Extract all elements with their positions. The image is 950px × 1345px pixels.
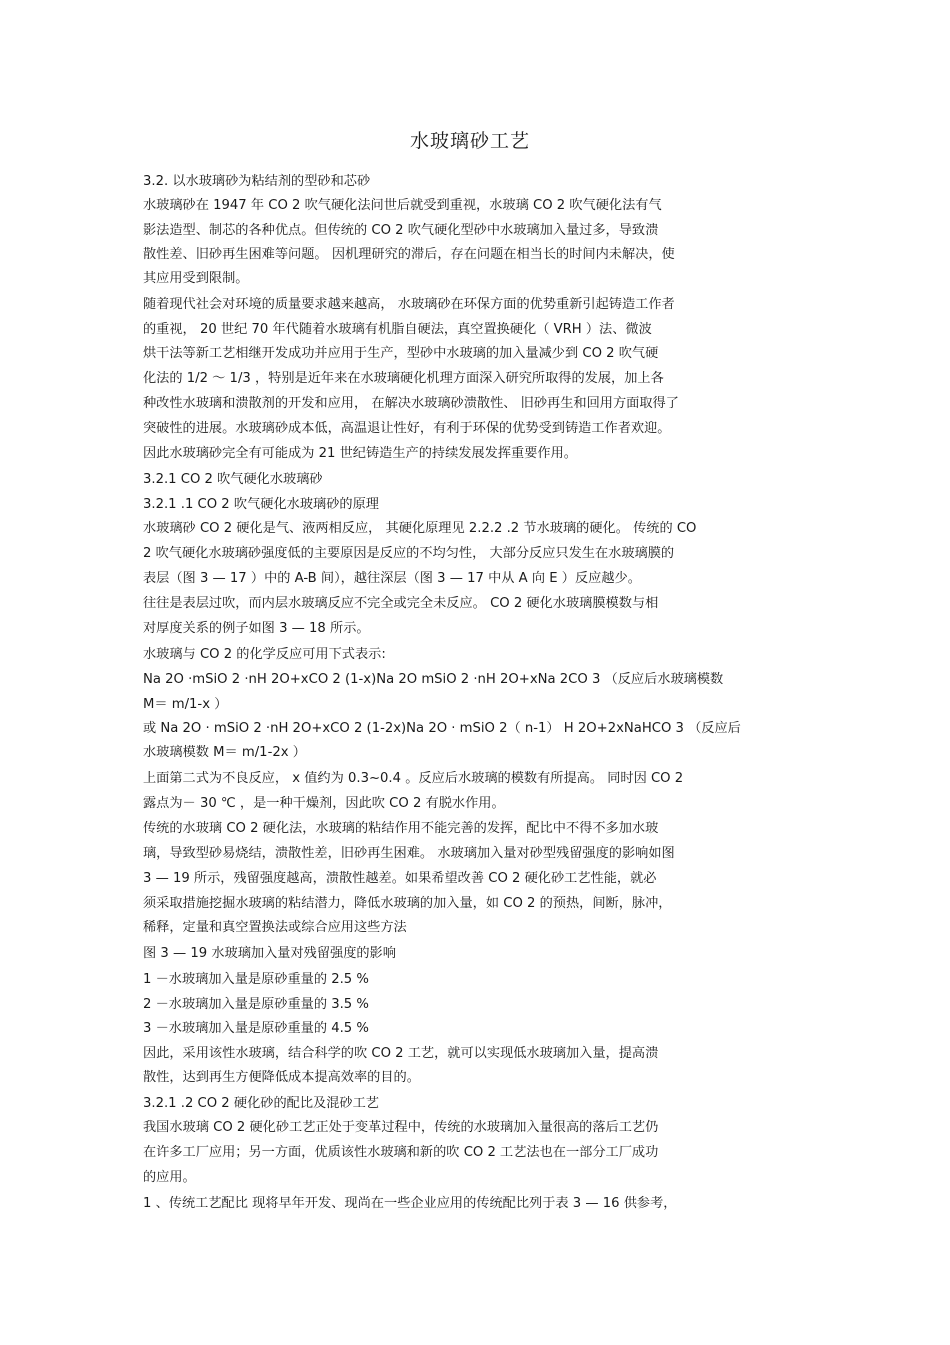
text-line: Na 2O ·mSiO 2 ·nH 2O+xCO 2 (1-x)Na 2O mSiO 2 ·nH 2O+xNa 2CO 3 （反应后水玻璃模数 <box>143 672 724 687</box>
text-line: 3.2. 以水玻璃砂为粘结剂的型砂和芯砂 <box>143 174 371 189</box>
text-line: 往往是表层过吹，而内层水玻璃反应不完全或完全未反应。 CO 2 硬化水玻璃膜模数与相 <box>143 596 659 611</box>
text-line: 散性，达到再生方便降低成本提高效率的目的。 <box>143 1070 420 1085</box>
text-line: 其应用受到限制。 <box>143 271 249 286</box>
text-line: 3.2.1 CO 2 吹气硬化水玻璃砂 <box>143 472 323 487</box>
text-line: 水玻璃砂在 1947 年 CO 2 吹气硬化法问世后就受到重视，水玻璃 CO 2 吹气硬化法有气 <box>143 198 662 213</box>
document-title: 水玻璃砂工艺 <box>409 130 530 152</box>
text-line: 散性差、旧砂再生困难等问题。 因机理研究的滞后，存在问题在相当长的时间内未解决，使 <box>143 247 675 262</box>
text-line: 稀释，定量和真空置换法或综合应用这些方法 <box>143 920 407 935</box>
text-line: 须采取措施挖掘水玻璃的粘结潜力，降低水玻璃的加入量，如 CO 2 的预热，间断，脉冲， <box>143 896 672 911</box>
text-line: 影法造型、制芯的各种优点。但传统的 CO 2 吹气硬化型砂中水玻璃加入量过多，导致溃 <box>143 223 659 238</box>
text-line: 表层（图 3 — 17 ）中的 A-B 间），越往深层（图 3 — 17 中从 A 向 E ）反应越少。 <box>143 571 641 586</box>
text-line: 3 －水玻璃加入量是原砂重量的 4.5 % <box>143 1021 369 1036</box>
text-line: 水玻璃砂 CO 2 硬化是气、液两相反应， 其硬化原理见 2.2.2 .2 节水玻璃的硬化。 传统的 CO <box>143 521 697 536</box>
text-line: 在许多工厂应用；另一方面，优质该性水玻璃和新的吹 CO 2 工艺法也在一部分工厂成功 <box>143 1145 659 1160</box>
text-line: 突破性的进展。水玻璃砂成本低，高温退让性好，有利于环保的优势受到铸造工作者欢迎。 <box>143 421 671 436</box>
text-line: 璃，导致型砂易烧结，溃散性差，旧砂再生困难。 水玻璃加入量对砂型残留强度的影响如图 <box>143 846 675 861</box>
text-line: 2 吹气硬化水玻璃砂强度低的主要原因是反应的不均匀性， 大部分反应只发生在水玻璃膜的 <box>143 546 675 561</box>
text-line: 对厚度关系的例子如图 3 — 18 所示。 <box>143 621 370 636</box>
text-line: 水玻璃模数 M＝ m/1-2x ） <box>143 745 306 760</box>
text-line: 1 、传统工艺配比 现将早年开发、现尚在一些企业应用的传统配比列于表 3 — 16 供参考， <box>143 1196 677 1211</box>
text-line: 烘干法等新工艺相继开发成功并应用于生产，型砂中水玻璃的加入量减少到 CO 2 吹气硬 <box>143 346 659 361</box>
text-line: 随着现代社会对环境的质量要求越来越高， 水玻璃砂在环保方面的优势重新引起铸造工作者 <box>143 297 675 312</box>
text-line: 因此水玻璃砂完全有可能成为 21 世纪铸造生产的持续发展发挥重要作用。 <box>143 446 577 461</box>
text-line: 种改性水玻璃和溃散剂的开发和应用， 在解决水玻璃砂溃散性、 旧砂再生和回用方面取得了 <box>143 396 679 411</box>
text-line: 上面第二式为不良反应， x 值约为 0.3~0.4 。反应后水玻璃的模数有所提高。 同时因 CO 2 <box>143 771 684 786</box>
text-line: 图 3 — 19 水玻璃加入量对残留强度的影响 <box>143 946 396 961</box>
text-line: 3.2.1 .1 CO 2 吹气硬化水玻璃砂的原理 <box>143 497 379 512</box>
text-line: 3 — 19 所示，残留强度越高，溃散性越差。如果希望改善 CO 2 硬化砂工艺性能，就必 <box>143 871 657 886</box>
text-line: 或 Na 2O · mSiO 2 ·nH 2O+xCO 2 (1-2x)Na 2O · mSiO 2（ n-1） H 2O+2xNaHCO 3 （反应后 <box>143 721 741 736</box>
text-line: 1 －水玻璃加入量是原砂重量的 2.5 % <box>143 972 369 987</box>
text-line: 因此，采用该性水玻璃，结合科学的吹 CO 2 工艺，就可以实现低水玻璃加入量，提高溃 <box>143 1046 659 1061</box>
text-line: 的应用。 <box>143 1170 196 1185</box>
text-line: M＝ m/1-x ） <box>143 697 228 712</box>
text-line: 3.2.1 .2 CO 2 硬化砂的配比及混砂工艺 <box>143 1096 379 1111</box>
text-line: 传统的水玻璃 CO 2 硬化法，水玻璃的粘结作用不能完善的发挥，配比中不得不多加水玻 <box>143 821 659 836</box>
text-line: 我国水玻璃 CO 2 硬化砂工艺正处于变革过程中，传统的水玻璃加入量很高的落后工艺仍 <box>143 1120 659 1135</box>
text-line: 的重视， 20 世纪 70 年代随着水玻璃有机脂自硬法，真空置换硬化（ VRH ）法、微波 <box>143 322 652 337</box>
text-line: 2 －水玻璃加入量是原砂重量的 3.5 % <box>143 997 369 1012</box>
text-line: 露点为－ 30 ℃ ，是一种干燥剂，因此吹 CO 2 有脱水作用。 <box>143 796 505 811</box>
text-line: 化法的 1/2 ～ 1/3 ，特别是近年来在水玻璃硬化机理方面深入研究所取得的发展，加上各 <box>143 371 664 386</box>
text-line: 水玻璃与 CO 2 的化学反应可用下式表示: <box>143 647 386 662</box>
